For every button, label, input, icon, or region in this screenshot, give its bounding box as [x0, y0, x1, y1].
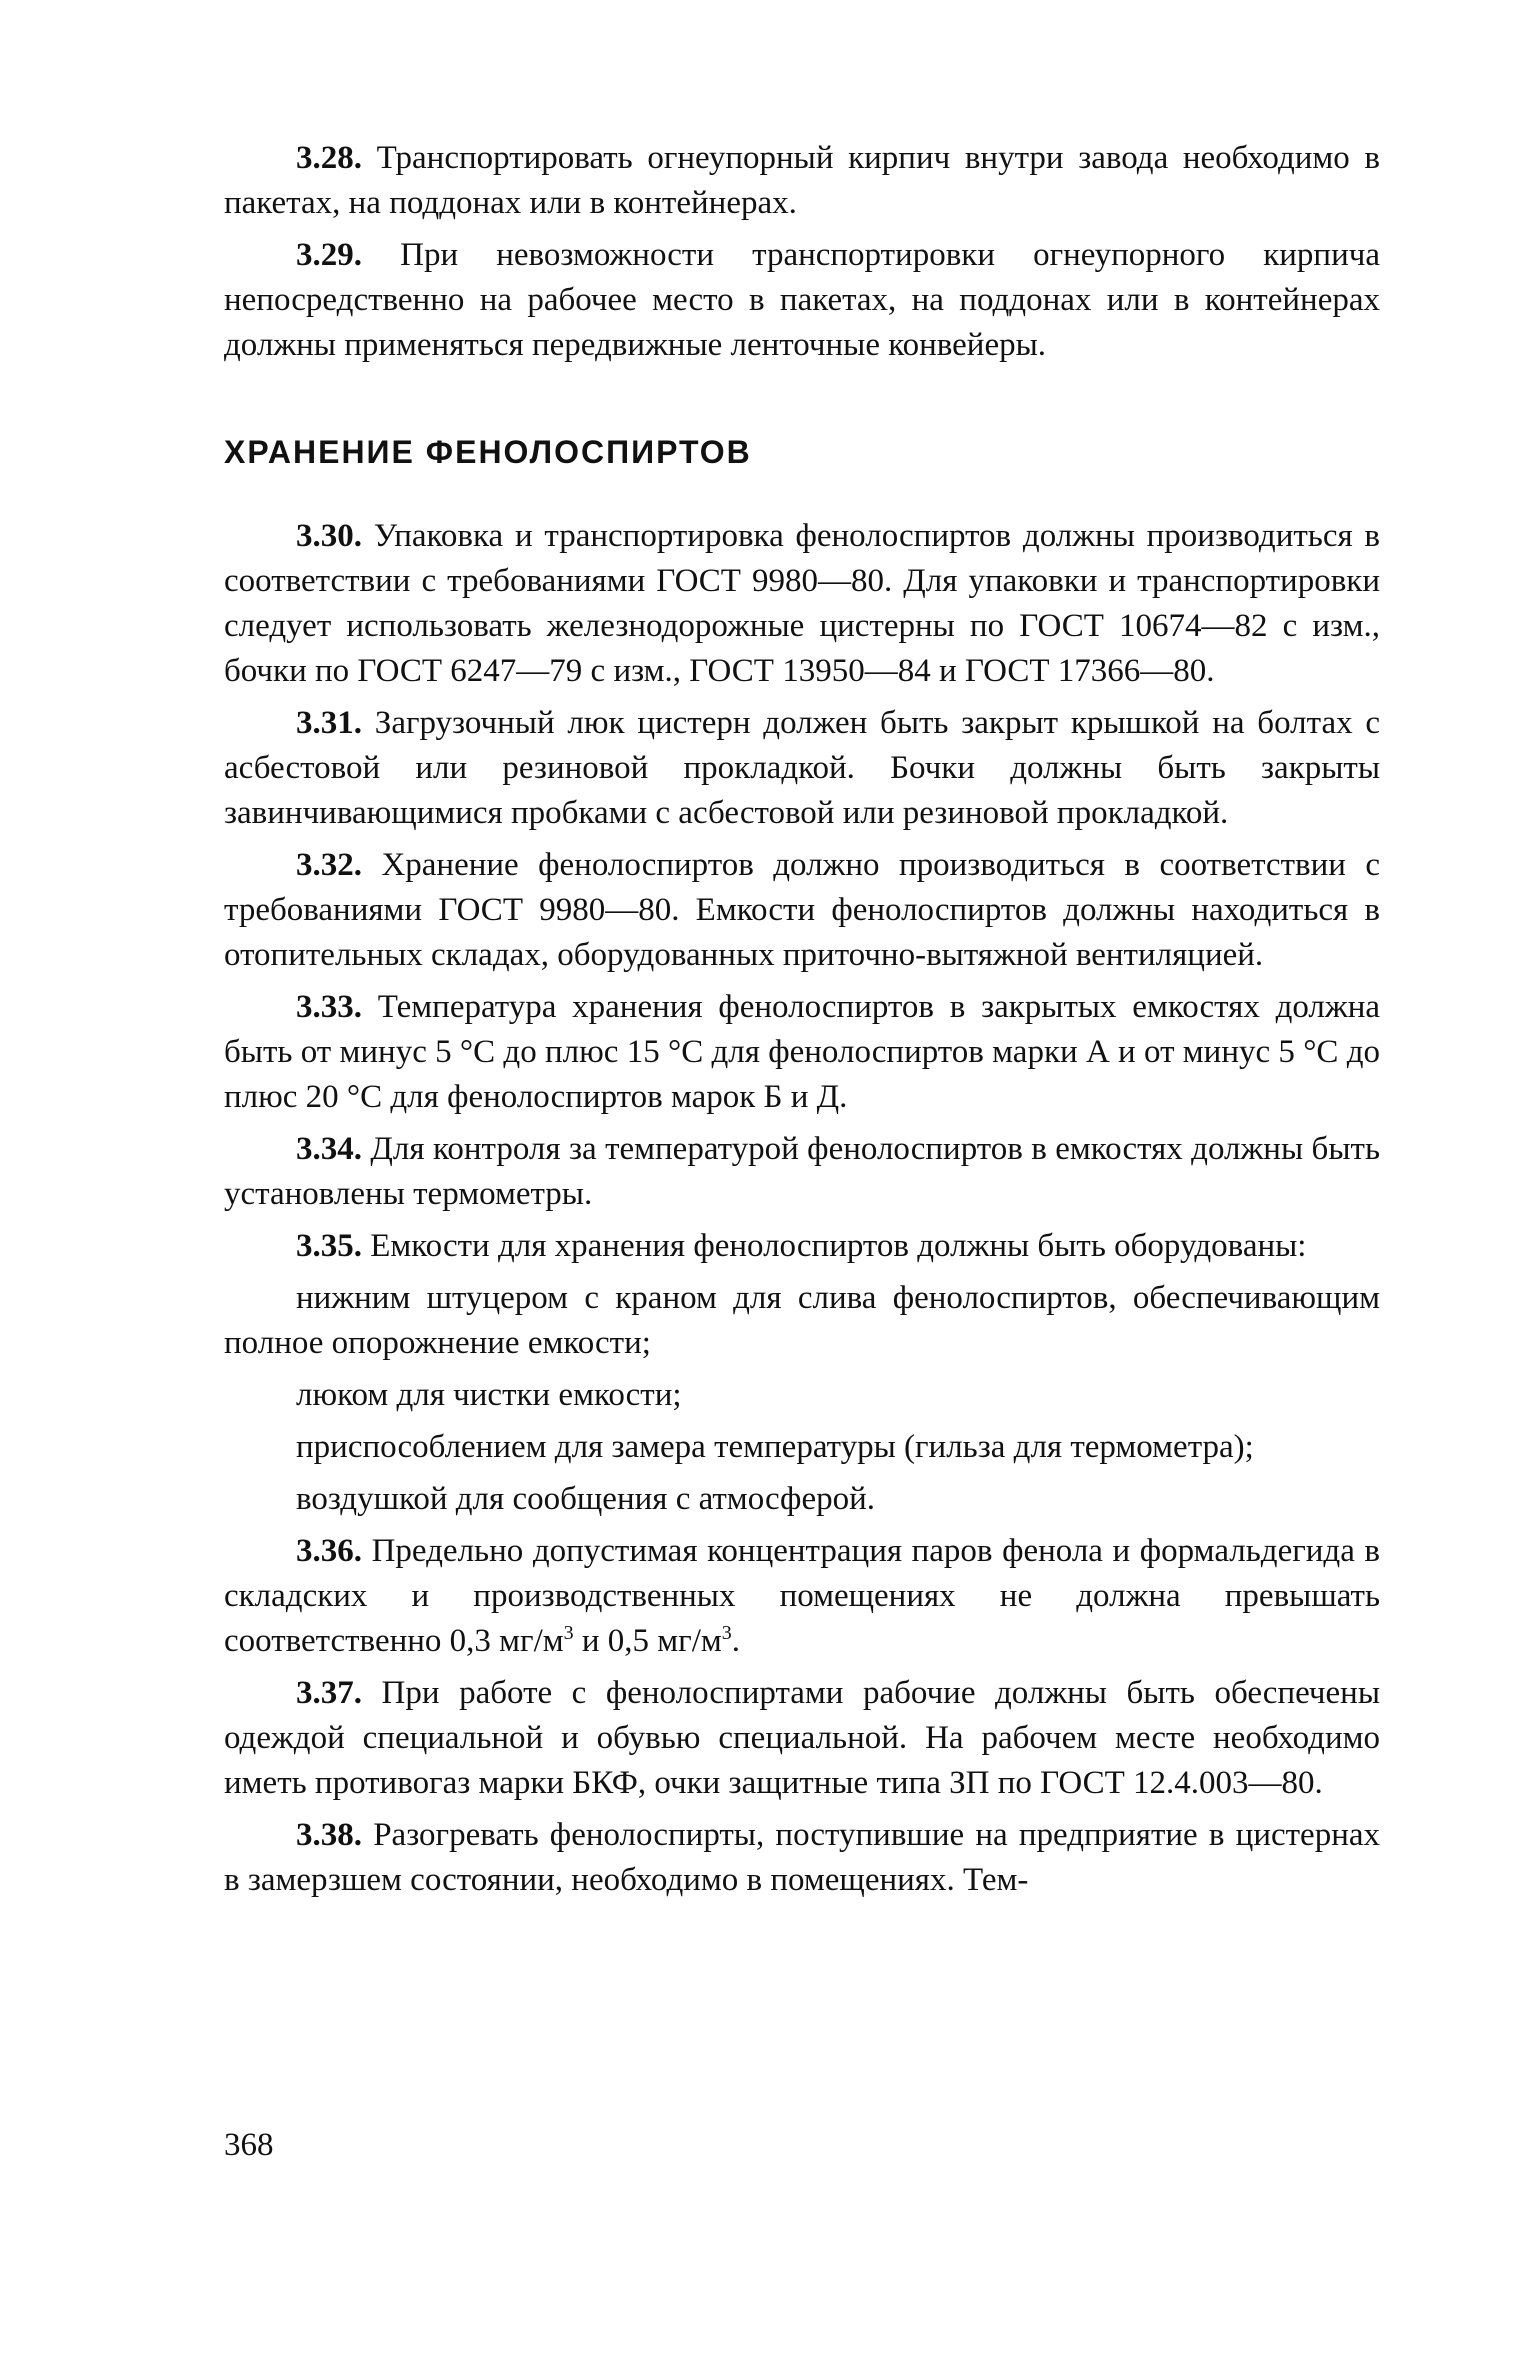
paragraph-number: 3.30. [296, 518, 362, 554]
list-item: воздушкой для сообщения с атмосферой. [296, 1481, 875, 1517]
paragraph-3-36 [224, 1529, 1380, 1664]
paragraph-text: Температура хранения фенолоспиртов в закрытых емкостях должна быть от минус 5 °С до плюс 15 °С для фенолоспиртов марки А и от минус 5 °С до плюс 20 °С для фенолоспиртов марок Б и Д. [224, 989, 1380, 1115]
list-item: нижним штуцером с краном для слива фенолоспиртов, обеспечивающим полное опорожнение емкости; [224, 1280, 1380, 1361]
paragraph-3-37 [224, 1671, 1380, 1806]
paragraph-text: При работе с фенолоспиртами рабочие должны быть обеспечены одеждой специальной и обувью специальной. На рабочем месте необходимо иметь противогаз марки БКФ, очки защитные типа ЗП по ГОСТ 12.4.003—80. [224, 1675, 1380, 1801]
paragraph-3-35 [224, 1224, 1380, 1269]
paragraph-text: и 0,5 мг/м [573, 1623, 722, 1659]
paragraph-number: 3.32. [296, 847, 362, 883]
paragraph-text: Разогревать фенолоспирты, поступившие на предприятие в цистернах в замерзшем состоянии, необходимо в помещениях. Тем- [224, 1817, 1380, 1898]
paragraph-text: Для контроля за температурой фенолоспиртов в емкостях должны быть установлены термометры. [224, 1131, 1380, 1212]
paragraph-3-32 [224, 843, 1380, 978]
paragraph-number: 3.31. [296, 705, 362, 741]
list-item: люком для чистки емкости; [296, 1377, 682, 1413]
paragraph-text: Емкости для хранения фенолоспиртов должны быть оборудованы: [370, 1228, 1307, 1264]
paragraph-3-34 [224, 1127, 1380, 1217]
paragraph-text: При невозможности транспортировки огнеупорного кирпича непосредственно на рабочее место в пакетах, на поддонах или в контейнерах должны применяться передвижные ленточные конвейеры. [224, 237, 1380, 363]
paragraph-number: 3.34. [296, 1131, 362, 1167]
paragraph-3-31 [224, 701, 1380, 836]
paragraph-3-38 [224, 1813, 1380, 1903]
section-heading: ХРАНЕНИЕ ФЕНОЛОСПИРТОВ [224, 434, 752, 470]
paragraph-text: Упаковка и транспортировка фенолоспиртов должны производиться в соответствии с требованиями ГОСТ 9980—80. Для упаковки и транспортировки следует использовать железнодорожные цистерны по ГОСТ 10674—82 с изм., бочки по ГОСТ 6247—79 с изм., ГОСТ 13950—84 и ГОСТ 17366—80. [224, 518, 1381, 689]
paragraph-number: 3.35. [296, 1228, 362, 1264]
paragraph-3-30 [224, 514, 1380, 694]
paragraph-number: 3.29. [296, 237, 362, 273]
paragraph-text: Хранение фенолоспиртов должно производиться в соответствии с требованиями ГОСТ 9980—80. Емкости фенолоспиртов должны находиться в отопительных складах, оборудованных приточно-вытяжной вентиляцией. [224, 847, 1380, 973]
paragraph-number: 3.36. [296, 1533, 362, 1569]
superscript: 3 [721, 1622, 732, 1644]
paragraph-3-33 [224, 985, 1380, 1120]
paragraph-text: Транспортировать огнеупорный кирпич внутри завода необходимо в пакетах, на поддонах или в контейнерах. [224, 140, 1381, 221]
paragraph-text: Предельно допустимая концентрация паров фенола и формальдегида в складских и производственных помещениях не должна превышать соответственно 0,3 мг/м [224, 1533, 1381, 1659]
page-number: 368 [224, 2127, 274, 2163]
list-item: приспособлением для замера температуры (гильза для термометра); [296, 1429, 1254, 1465]
paragraph-text: Загрузочный люк цистерн должен быть закрыт крышкой на болтах с асбестовой или резиновой прокладкой. Бочки должны быть закрыты завинчивающимися пробками с асбестовой или резиновой прокладкой. [224, 705, 1381, 831]
superscript: 3 [563, 1622, 574, 1644]
paragraph-3-29 [224, 233, 1380, 368]
paragraph-number: 3.37. [296, 1675, 362, 1711]
paragraph-text: . [731, 1623, 741, 1659]
paragraph-number: 3.33. [296, 989, 362, 1025]
paragraph-number: 3.38. [296, 1817, 362, 1853]
paragraph-3-28 [224, 136, 1380, 226]
paragraph-number: 3.28. [296, 140, 362, 176]
document-page [224, 136, 1380, 1910]
